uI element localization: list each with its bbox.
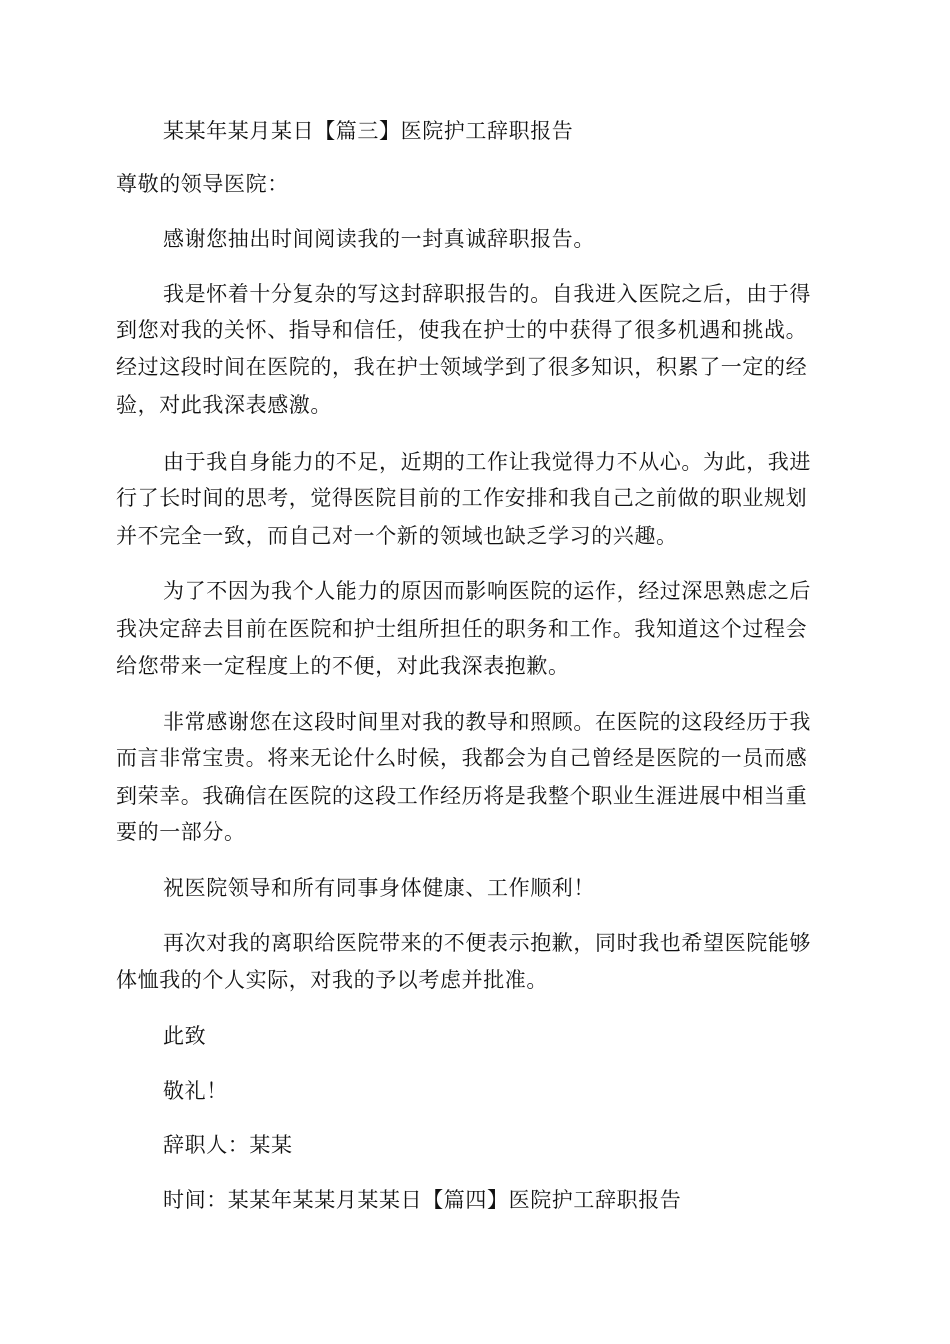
paragraph-line: 到荣幸。我确信在医院的这段工作经历将是我整个职业生涯进展中相当重	[116, 784, 808, 808]
paragraph-line: 非常感谢您在这段时间里对我的教导和照顾。在医院的这段经历于我	[163, 710, 811, 734]
paragraph-line: 并不完全一致，而自己对一个新的领域也缺乏学习的兴趣。	[116, 524, 678, 548]
greeting: 尊敬的领导医院：	[116, 172, 289, 196]
paragraph-line: 再次对我的离职给医院带来的不便表示抱歉，同时我也希望医院能够	[163, 931, 811, 955]
closing-salutation: 此致	[163, 1024, 207, 1048]
signer-line: 辞职人：某某	[163, 1133, 293, 1157]
closing-regards: 敬礼！	[163, 1079, 228, 1103]
paragraph-line: 我决定辞去目前在医院和护士组所担任的职务和工作。我知道这个过程会	[116, 617, 808, 641]
paragraph-line: 要的一部分。	[116, 820, 246, 844]
heading-line: 某某年某月某日【篇三】医院护工辞职报告	[163, 119, 574, 143]
paragraph-line: 给您带来一定程度上的不便，对此我深表抱歉。	[116, 654, 570, 678]
paragraph-wishes: 祝医院领导和所有同事身体健康、工作顺利！	[163, 876, 595, 900]
date-line: 时间：某某年某某月某某日【篇四】医院护工辞职报告	[163, 1188, 682, 1212]
paragraph-line: 为了不因为我个人能力的原因而影响医院的运作，经过深思熟虑之后	[163, 579, 811, 603]
paragraph-thanks: 感谢您抽出时间阅读我的一封真诚辞职报告。	[163, 227, 595, 251]
paragraph-line: 验，对此我深表感激。	[116, 393, 332, 417]
paragraph-line: 到您对我的关怀、指导和信任，使我在护士的中获得了很多机遇和挑战。	[116, 318, 808, 342]
paragraph-line: 而言非常宝贵。将来无论什么时候，我都会为自己曾经是医院的一员而感	[116, 746, 808, 770]
paragraph-line: 由于我自身能力的不足，近期的工作让我觉得力不从心。为此，我进	[163, 450, 811, 474]
paragraph-line: 体恤我的个人实际，对我的予以考虑并批准。	[116, 968, 548, 992]
paragraph-line: 经过这段时间在医院的，我在护士领域学到了很多知识，积累了一定的经	[116, 355, 808, 379]
paragraph-line: 行了长时间的思考，觉得医院目前的工作安排和我自己之前做的职业规划	[116, 486, 808, 510]
paragraph-line: 我是怀着十分复杂的写这封辞职报告的。自我进入医院之后，由于得	[163, 282, 811, 306]
